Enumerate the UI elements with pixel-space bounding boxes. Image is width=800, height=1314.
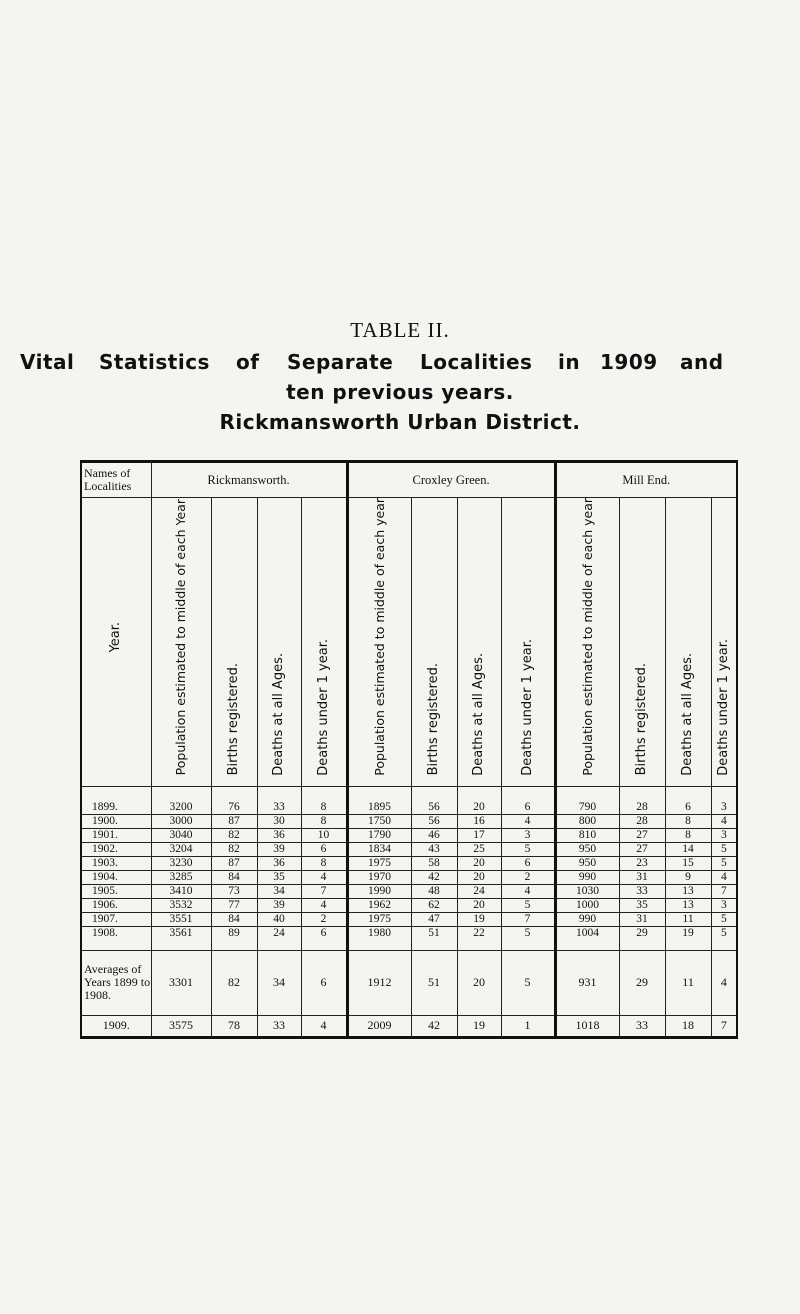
value-cell: 31 xyxy=(619,870,665,884)
value-cell: 35 xyxy=(257,870,301,884)
value-cell: 810 xyxy=(555,828,619,842)
subtitle-word: Separate xyxy=(287,350,394,374)
value-cell: 36 xyxy=(257,828,301,842)
average-cell: 51 xyxy=(411,950,457,1015)
value-cell: 62 xyxy=(411,898,457,912)
value-cell: 84 xyxy=(211,912,257,926)
year-cell: 1902. xyxy=(81,842,151,856)
value-cell: 23 xyxy=(619,856,665,870)
value-cell: 42 xyxy=(411,1015,457,1037)
value-cell: 2 xyxy=(301,912,347,926)
averages-label: Averages of Years 1899 to 1908. xyxy=(81,950,151,1015)
column-header-label: Deaths at all Ages. xyxy=(471,652,487,776)
value-cell: 8 xyxy=(301,786,347,814)
value-cell: 1004 xyxy=(555,926,619,950)
year-cell: 1905. xyxy=(81,884,151,898)
table-row xyxy=(81,814,737,828)
year-column-header xyxy=(81,498,151,787)
value-cell: 33 xyxy=(619,1015,665,1037)
year-cell: 1907. xyxy=(81,912,151,926)
average-cell: 82 xyxy=(211,950,257,1015)
average-cell: 1912 xyxy=(347,950,411,1015)
value-cell: 19 xyxy=(665,926,711,950)
value-cell: 2009 xyxy=(347,1015,411,1037)
value-cell: 48 xyxy=(411,884,457,898)
value-cell: 5 xyxy=(501,926,555,950)
value-cell: 40 xyxy=(257,912,301,926)
value-cell: 47 xyxy=(411,912,457,926)
value-cell: 15 xyxy=(665,856,711,870)
value-cell: 1980 xyxy=(347,926,411,950)
value-cell: 24 xyxy=(257,926,301,950)
value-cell: 7 xyxy=(301,884,347,898)
subtitle-word: 1909 xyxy=(600,350,658,374)
column-header-label: Deaths at all Ages. xyxy=(680,652,696,776)
value-cell: 950 xyxy=(555,856,619,870)
column-header xyxy=(151,498,211,787)
column-header xyxy=(257,498,301,787)
value-cell: 1 xyxy=(501,1015,555,1037)
column-header-label: Deaths at all Ages. xyxy=(271,652,286,776)
column-header-label: Births registered. xyxy=(426,663,442,776)
value-cell: 25 xyxy=(457,842,501,856)
year-cell: 1899. xyxy=(81,786,151,814)
value-cell: 1750 xyxy=(347,814,411,828)
value-cell: 3561 xyxy=(151,926,211,950)
value-cell: 8 xyxy=(301,814,347,828)
average-cell: 11 xyxy=(665,950,711,1015)
value-cell: 77 xyxy=(211,898,257,912)
value-cell: 3 xyxy=(711,828,737,842)
value-cell: 3551 xyxy=(151,912,211,926)
table-row xyxy=(81,926,737,950)
table-row xyxy=(81,856,737,870)
column-header xyxy=(501,498,555,787)
value-cell: 5 xyxy=(711,842,737,856)
value-cell: 1990 xyxy=(347,884,411,898)
value-cell: 3285 xyxy=(151,870,211,884)
subtitle-word: Statistics xyxy=(99,350,210,374)
average-cell: 29 xyxy=(619,950,665,1015)
table-row xyxy=(81,870,737,884)
value-cell: 89 xyxy=(211,926,257,950)
value-cell: 5 xyxy=(711,912,737,926)
value-cell: 1030 xyxy=(555,884,619,898)
value-cell: 1834 xyxy=(347,842,411,856)
year-cell: 1904. xyxy=(81,870,151,884)
value-cell: 16 xyxy=(457,814,501,828)
value-cell: 6 xyxy=(301,842,347,856)
value-cell: 35 xyxy=(619,898,665,912)
value-cell: 7 xyxy=(711,1015,737,1037)
value-cell: 17 xyxy=(457,828,501,842)
value-cell: 31 xyxy=(619,912,665,926)
subtitle-word: in xyxy=(558,350,581,374)
vital-statistics-table xyxy=(80,460,738,1039)
table-row xyxy=(81,912,737,926)
value-cell: 29 xyxy=(619,926,665,950)
column-header xyxy=(457,498,501,787)
value-cell: 7 xyxy=(501,912,555,926)
column-header xyxy=(301,498,347,787)
year-cell: 1908. xyxy=(81,926,151,950)
value-cell: 11 xyxy=(665,912,711,926)
column-header xyxy=(665,498,711,787)
value-cell: 84 xyxy=(211,870,257,884)
value-cell: 73 xyxy=(211,884,257,898)
value-cell: 87 xyxy=(211,814,257,828)
value-cell: 6 xyxy=(501,786,555,814)
value-cell: 5 xyxy=(501,898,555,912)
column-header xyxy=(347,498,411,787)
value-cell: 4 xyxy=(301,898,347,912)
value-cell: 3040 xyxy=(151,828,211,842)
subtitle-line-2: ten previous years. xyxy=(286,380,514,404)
subtitle-word: of xyxy=(236,350,260,374)
value-cell: 76 xyxy=(211,786,257,814)
value-cell: 78 xyxy=(211,1015,257,1037)
subtitle-word: Localities xyxy=(420,350,533,374)
value-cell: 58 xyxy=(411,856,457,870)
column-header-label: Births registered. xyxy=(226,663,241,776)
value-cell: 990 xyxy=(555,912,619,926)
value-cell: 18 xyxy=(665,1015,711,1037)
year-cell: 1901. xyxy=(81,828,151,842)
value-cell: 33 xyxy=(619,884,665,898)
value-cell: 5 xyxy=(501,842,555,856)
year-cell: 1909. xyxy=(81,1015,151,1037)
value-cell: 82 xyxy=(211,842,257,856)
value-cell: 87 xyxy=(211,856,257,870)
column-header-label: Births registered. xyxy=(634,663,650,776)
average-cell: 34 xyxy=(257,950,301,1015)
value-cell: 1975 xyxy=(347,856,411,870)
value-cell: 34 xyxy=(257,884,301,898)
average-cell: 931 xyxy=(555,950,619,1015)
value-cell: 14 xyxy=(665,842,711,856)
value-cell: 6 xyxy=(501,856,555,870)
value-cell: 3532 xyxy=(151,898,211,912)
value-cell: 43 xyxy=(411,842,457,856)
value-cell: 4 xyxy=(501,884,555,898)
column-header-label: Deaths under 1 year. xyxy=(315,638,331,776)
table-title: TABLE II. xyxy=(350,318,450,342)
value-cell: 39 xyxy=(257,898,301,912)
averages-row xyxy=(81,950,737,1015)
average-cell: 6 xyxy=(301,950,347,1015)
value-cell: 8 xyxy=(665,828,711,842)
value-cell: 1970 xyxy=(347,870,411,884)
value-cell: 3 xyxy=(711,898,737,912)
column-header xyxy=(711,498,737,787)
value-cell: 20 xyxy=(457,870,501,884)
subtitle-line-3: Rickmansworth Urban District. xyxy=(219,410,581,434)
column-header-label: Deaths under 1 year. xyxy=(715,638,731,776)
value-cell: 3575 xyxy=(151,1015,211,1037)
value-cell: 8 xyxy=(301,856,347,870)
table-row xyxy=(81,828,737,842)
value-cell: 3204 xyxy=(151,842,211,856)
table-row xyxy=(81,842,737,856)
value-cell: 22 xyxy=(457,926,501,950)
subtitle-word: Vital xyxy=(20,350,75,374)
value-cell: 56 xyxy=(411,786,457,814)
value-cell: 7 xyxy=(711,884,737,898)
value-cell: 13 xyxy=(665,898,711,912)
value-cell: 5 xyxy=(711,926,737,950)
value-cell: 51 xyxy=(411,926,457,950)
value-cell: 1790 xyxy=(347,828,411,842)
value-cell: 3 xyxy=(711,786,737,814)
value-cell: 13 xyxy=(665,884,711,898)
column-header-label: Deaths under 1 year. xyxy=(519,638,535,776)
value-cell: 1018 xyxy=(555,1015,619,1037)
average-cell: 5 xyxy=(501,950,555,1015)
value-cell: 3 xyxy=(501,828,555,842)
locality-header-rickmansworth: Rickmansworth. xyxy=(151,462,347,498)
average-cell: 20 xyxy=(457,950,501,1015)
year-1909-row xyxy=(81,1015,737,1037)
names-of-localities-header: Names of Localities xyxy=(81,462,151,498)
value-cell: 1962 xyxy=(347,898,411,912)
value-cell: 790 xyxy=(555,786,619,814)
value-cell: 6 xyxy=(301,926,347,950)
value-cell: 1000 xyxy=(555,898,619,912)
value-cell: 990 xyxy=(555,870,619,884)
value-cell: 19 xyxy=(457,1015,501,1037)
value-cell: 3230 xyxy=(151,856,211,870)
value-cell: 20 xyxy=(457,898,501,912)
column-header xyxy=(555,498,619,787)
value-cell: 4 xyxy=(711,870,737,884)
column-header xyxy=(411,498,457,787)
value-cell: 36 xyxy=(257,856,301,870)
value-cell: 800 xyxy=(555,814,619,828)
column-header-label: Population estimated to middle of each year xyxy=(371,498,387,776)
value-cell: 82 xyxy=(211,828,257,842)
year-cell: 1900. xyxy=(81,814,151,828)
year-cell: 1903. xyxy=(81,856,151,870)
table-row xyxy=(81,786,737,814)
column-header xyxy=(211,498,257,787)
value-cell: 3200 xyxy=(151,786,211,814)
value-cell: 1975 xyxy=(347,912,411,926)
value-cell: 28 xyxy=(619,814,665,828)
value-cell: 33 xyxy=(257,786,301,814)
value-cell: 56 xyxy=(411,814,457,828)
value-cell: 3410 xyxy=(151,884,211,898)
value-cell: 24 xyxy=(457,884,501,898)
value-cell: 28 xyxy=(619,786,665,814)
value-cell: 27 xyxy=(619,828,665,842)
value-cell: 19 xyxy=(457,912,501,926)
value-cell: 950 xyxy=(555,842,619,856)
value-cell: 10 xyxy=(301,828,347,842)
value-cell: 20 xyxy=(457,856,501,870)
average-cell: 3301 xyxy=(151,950,211,1015)
value-cell: 8 xyxy=(665,814,711,828)
value-cell: 4 xyxy=(501,814,555,828)
value-cell: 30 xyxy=(257,814,301,828)
column-header xyxy=(619,498,665,787)
value-cell: 4 xyxy=(301,870,347,884)
table-row xyxy=(81,898,737,912)
value-cell: 6 xyxy=(665,786,711,814)
column-header-label: Population estimated to middle of each Year xyxy=(173,499,188,776)
year-cell: 1906. xyxy=(81,898,151,912)
value-cell: 3000 xyxy=(151,814,211,828)
locality-header-croxley-green: Croxley Green. xyxy=(347,462,555,498)
value-cell: 4 xyxy=(301,1015,347,1037)
table-row xyxy=(81,884,737,898)
average-cell: 4 xyxy=(711,950,737,1015)
value-cell: 4 xyxy=(711,814,737,828)
year-label: Year. xyxy=(108,621,124,653)
value-cell: 9 xyxy=(665,870,711,884)
value-cell: 39 xyxy=(257,842,301,856)
subtitle-word: and xyxy=(680,350,724,374)
value-cell: 2 xyxy=(501,870,555,884)
value-cell: 1895 xyxy=(347,786,411,814)
locality-header-mill-end: Mill End. xyxy=(555,462,737,498)
value-cell: 27 xyxy=(619,842,665,856)
value-cell: 20 xyxy=(457,786,501,814)
value-cell: 5 xyxy=(711,856,737,870)
value-cell: 46 xyxy=(411,828,457,842)
column-header-label: Population estimated to middle of each year xyxy=(579,498,595,776)
value-cell: 33 xyxy=(257,1015,301,1037)
value-cell: 42 xyxy=(411,870,457,884)
